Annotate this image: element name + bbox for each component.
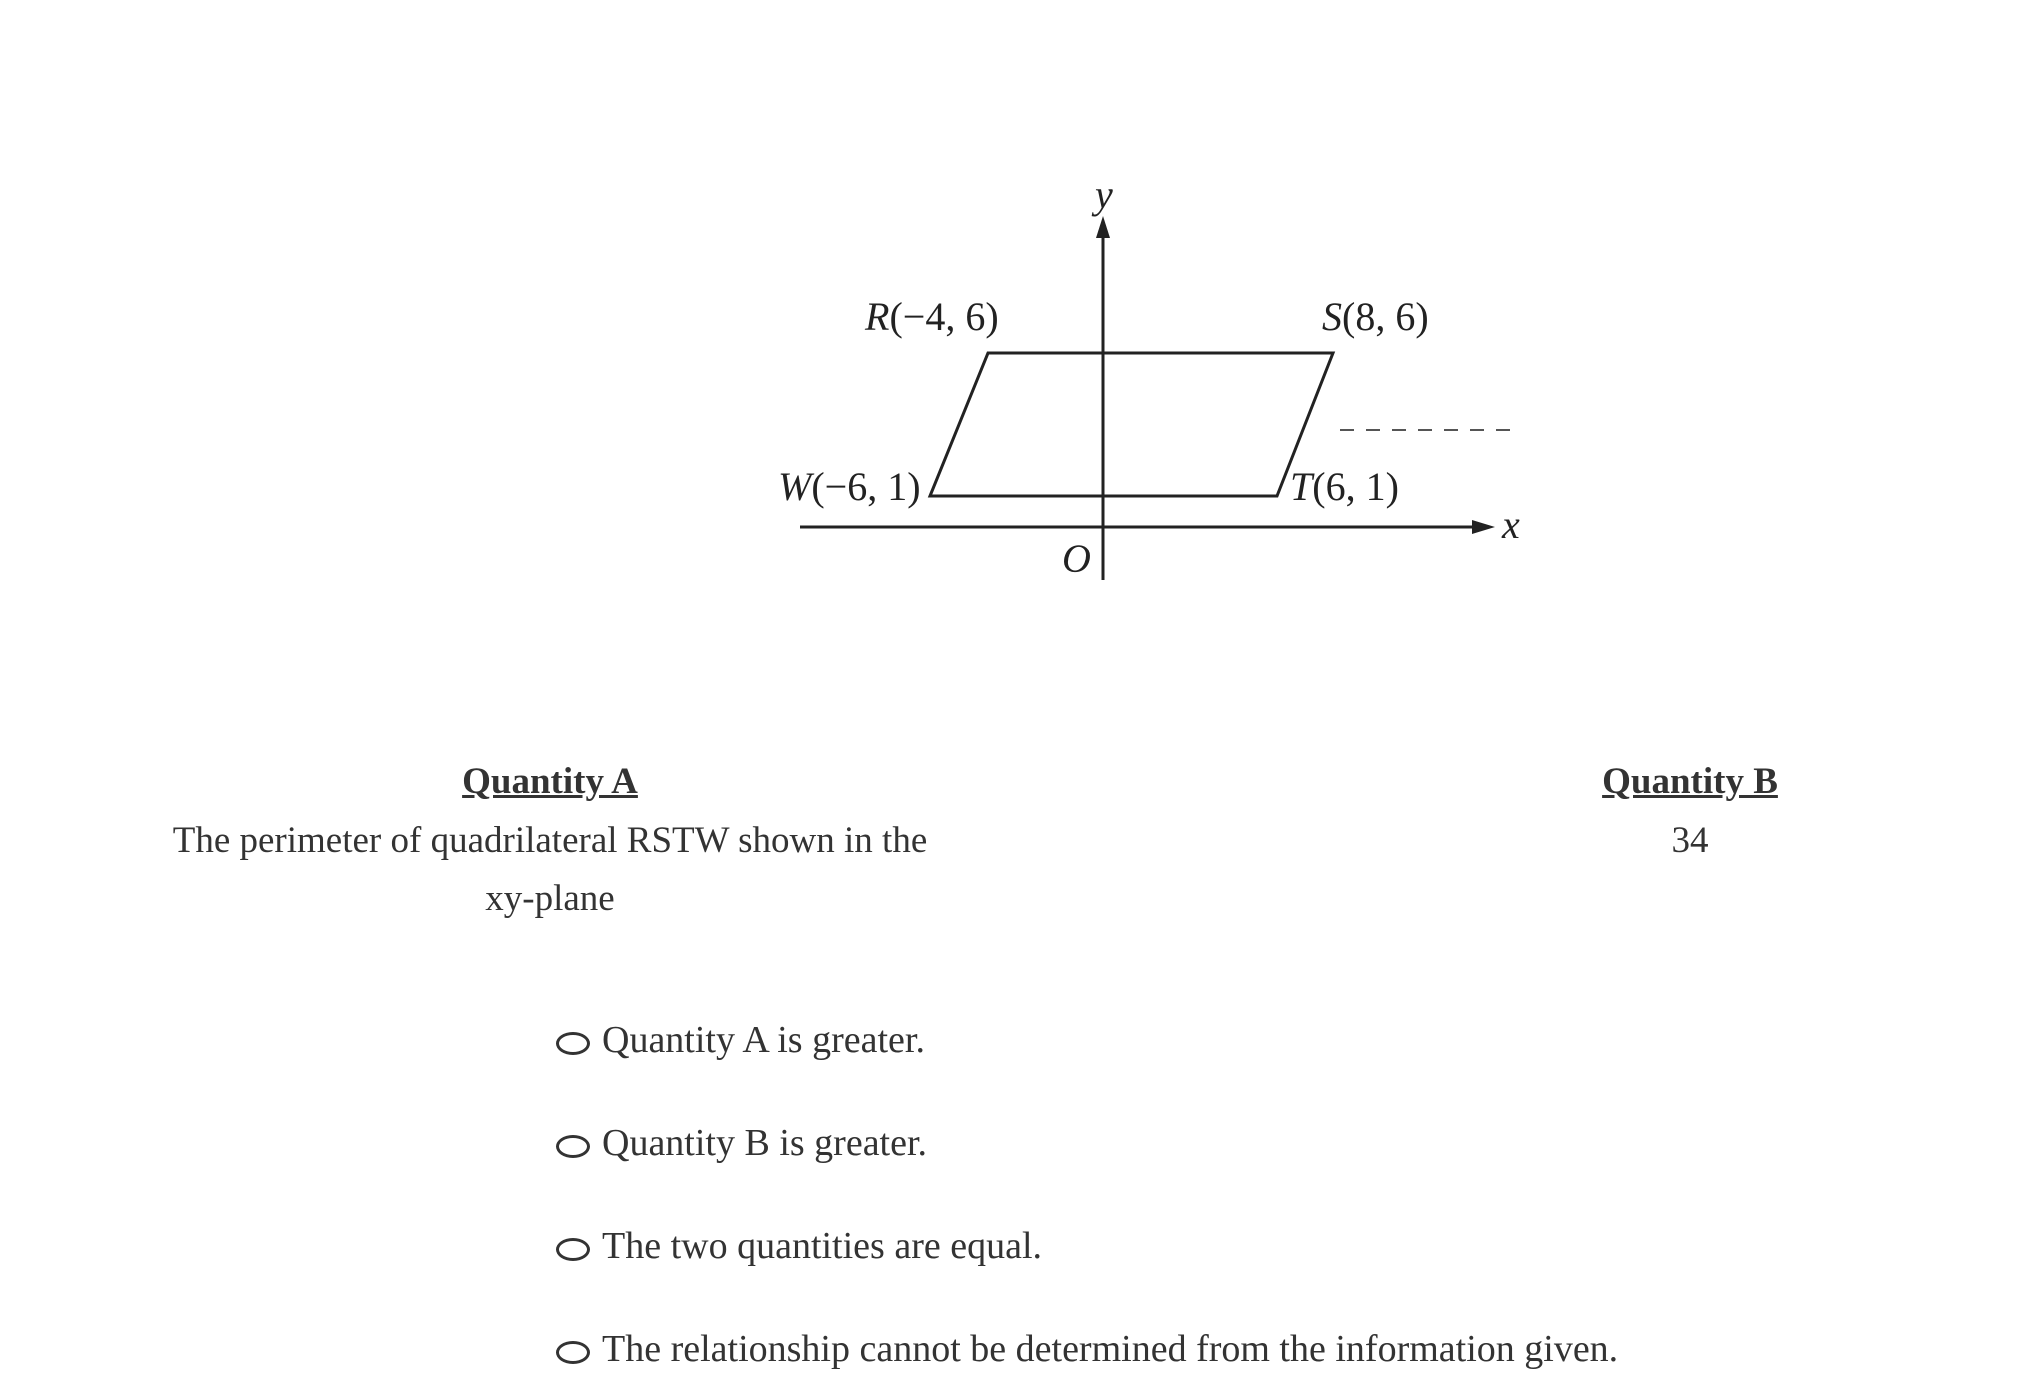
option-quantity-a-greater[interactable]: [556, 988, 1956, 1091]
answer-options: [556, 988, 1956, 1400]
radio-button-icon[interactable]: [556, 1341, 590, 1364]
quantity-a-text: [150, 812, 950, 928]
y-axis-label: y: [1095, 180, 1113, 217]
option-label: The two quantities are equal.: [602, 1224, 1043, 1267]
quantity-b-value: 34: [1671, 820, 1709, 861]
quantity-a-column: [150, 758, 950, 928]
quantity-b-heading: Quantity B: [1602, 761, 1778, 802]
x-axis-arrow-icon: [1472, 520, 1495, 534]
quantity-b-column: [1560, 758, 1820, 870]
option-label: Quantity A is greater.: [602, 1018, 925, 1061]
parallelogram-diagram: [740, 180, 1540, 600]
quadrilateral-rstw: [930, 353, 1333, 496]
origin-label: O: [1062, 536, 1091, 581]
radio-button-icon[interactable]: [556, 1238, 590, 1261]
option-label: The relationship cannot be determined from the information given.: [602, 1327, 1619, 1370]
quantity-a-heading: Quantity A: [462, 761, 638, 802]
quantity-a-line1: The perimeter of quadrilateral RSTW shown in the: [172, 820, 928, 861]
coordinate-figure: [740, 180, 1540, 600]
radio-button-icon[interactable]: [556, 1032, 590, 1055]
option-cannot-determine[interactable]: [556, 1297, 1956, 1400]
option-quantities-equal[interactable]: [556, 1194, 1956, 1297]
option-quantity-b-greater[interactable]: [556, 1091, 1956, 1194]
x-axis-label: x: [1502, 502, 1520, 547]
point-s-label: S(8, 6): [1322, 294, 1429, 339]
point-r-label: R(−4, 6): [865, 294, 999, 339]
y-axis-arrow-icon: [1096, 216, 1110, 238]
quantity-a-line2: xy-plane: [485, 878, 615, 919]
point-t-label: T(6, 1): [1290, 464, 1399, 509]
option-label: Quantity B is greater.: [602, 1121, 928, 1164]
point-w-label: W(−6, 1): [778, 464, 921, 509]
radio-button-icon[interactable]: [556, 1135, 590, 1158]
